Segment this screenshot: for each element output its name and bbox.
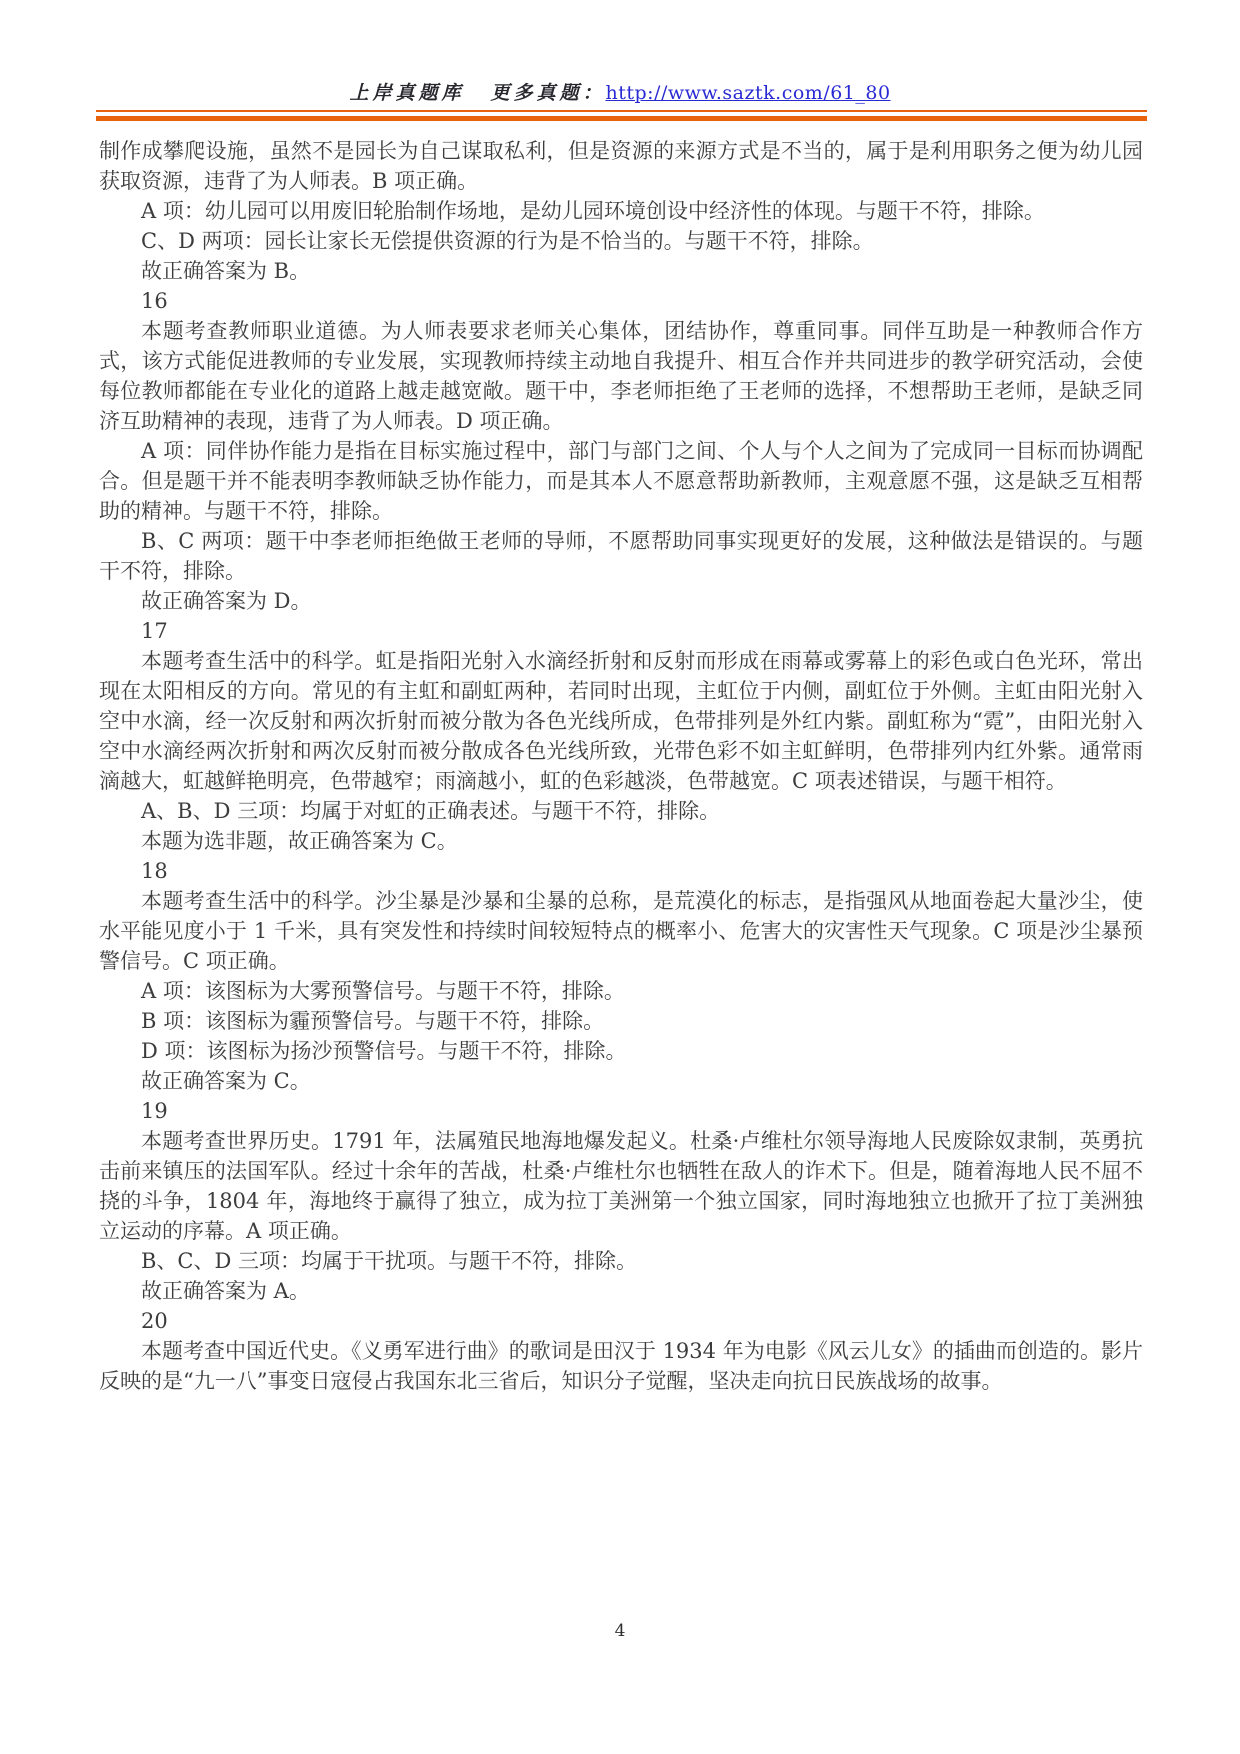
- more-questions-label: 更多真题：: [490, 82, 606, 104]
- paragraph: 本题考查世界历史。1791 年，法属殖民地海地爆发起义。杜桑·卢维杜尔领导海地人民废除奴隶制，英勇抗击前来镇压的法国军队。经过十余年的苦战，杜桑·卢维杜尔也牺牲在敌人的诈术下。但是，随着海地人民不屈不挠的斗争，1804 年，海地终于赢得了独立，成为拉丁美洲第一个独立国家，同时海地独立也掀开了拉丁美洲独立运动的序幕。A 项正确。: [99, 1129, 1143, 1243]
- paragraph: 故正确答案为 C。: [141, 1069, 311, 1093]
- paragraph: A 项：该图标为大雾预警信号。与题干不符，排除。: [141, 979, 625, 1003]
- paragraph: 本题考查中国近代史。《义勇军进行曲》的歌词是田汉于 1934 年为电影《风云儿女》的插曲而创造的。影片反映的是“九一八”事变日寇侵占我国东北三省后，知识分子觉醒，坚决走向抗日民族战场的故事。: [99, 1339, 1143, 1393]
- paragraph: 制作成攀爬设施，虽然不是园长为自己谋取私利，但是资源的来源方式是不当的，属于是利用职务之便为幼儿园获取资源，违背了为人师表。B 项正确。: [99, 139, 1143, 193]
- site-link[interactable]: http://www.saztk.com/61_80: [605, 82, 891, 104]
- paragraph: 本题考查生活中的科学。虹是指阳光射入水滴经折射和反射而形成在雨幕或雾幕上的彩色或白色光环，常出现在太阳相反的方向。常见的有主虹和副虹两种，若同时出现，主虹位于内侧，副虹位于外侧。主虹由阳光射入空中水滴，经一次反射和两次折射而被分散为各色光线所成，色带排列是外红内紫。副虹称为“霓”，由阳光射入空中水滴经两次折射和两次反射而被分散成各色光线所致，光带色彩不如主虹鲜明，色带排列内红外紫。通常雨滴越大，虹越鲜艳明亮，色带越窄；雨滴越小，虹的色彩越淡，色带越宽。C 项表述错误，与题干相符。: [99, 649, 1143, 793]
- page-footer: [0, 1621, 1240, 1641]
- paragraph: A 项：同伴协作能力是指在目标实施过程中，部门与部门之间、个人与个人之间为了完成同一目标而协调配合。但是题干并不能表明李教师缺乏协作能力，而是其本人不愿意帮助新教师，主观意愿不强，这是缺乏互相帮助的精神。与题干不符，排除。: [99, 439, 1143, 523]
- paragraph: A、B、D 三项：均属于对虹的正确表述。与题干不符，排除。: [141, 799, 721, 823]
- paragraph: 本题考查教师职业道德。为人师表要求老师关心集体，团结协作，尊重同事。同伴互助是一种教师合作方式，该方式能促进教师的专业发展，实现教师持续主动地自我提升、相互合作并共同进步的教学研究活动，会使每位教师都能在专业化的道路上越走越宽敞。题干中，李老师拒绝了王老师的选择，不想帮助王老师，是缺乏同济互助精神的表现，违背了为人师表。D 项正确。: [99, 319, 1143, 433]
- page-number: 4: [614, 1621, 626, 1641]
- paragraph: 19: [141, 1099, 168, 1123]
- paragraph: D 项：该图标为扬沙预警信号。与题干不符，排除。: [141, 1039, 627, 1063]
- paragraph: B、C 两项：题干中李老师拒绝做王老师的导师，不愿帮助同事实现更好的发展，这种做法是错误的。与题干不符，排除。: [99, 529, 1143, 583]
- paragraph: 故正确答案为 A。: [141, 1279, 310, 1303]
- paragraph: 20: [141, 1309, 168, 1333]
- paragraph: 16: [141, 289, 168, 313]
- paragraph: 故正确答案为 D。: [141, 589, 312, 613]
- site-brand: 上岸真题库: [349, 82, 465, 104]
- paragraph: 本题为选非题，故正确答案为 C。: [141, 829, 458, 853]
- paragraph: 17: [141, 619, 168, 643]
- paragraph: B、C、D 三项：均属于干扰项。与题干不符，排除。: [141, 1249, 638, 1273]
- paragraph: 故正确答案为 B。: [141, 259, 311, 283]
- paragraph: 18: [141, 859, 168, 883]
- header-divider: [96, 110, 1147, 121]
- paragraph: 本题考查生活中的科学。沙尘暴是沙暴和尘暴的总称，是荒漠化的标志，是指强风从地面卷起大量沙尘，使水平能见度小于 1 千米，具有突发性和持续时间较短特点的概率小、危害大的灾害性天气现象。C 项是沙尘暴预警信号。C 项正确。: [99, 889, 1143, 973]
- paragraph: A 项：幼儿园可以用废旧轮胎制作场地，是幼儿园环境创设中经济性的体现。与题干不符，排除。: [141, 199, 1045, 223]
- paragraph: C、D 两项：园长让家长无偿提供资源的行为是不恰当的。与题干不符，排除。: [141, 229, 874, 253]
- paragraph: B 项：该图标为霾预警信号。与题干不符，排除。: [141, 1009, 605, 1033]
- page-header: [0, 78, 1240, 105]
- document-body: [99, 136, 1143, 1396]
